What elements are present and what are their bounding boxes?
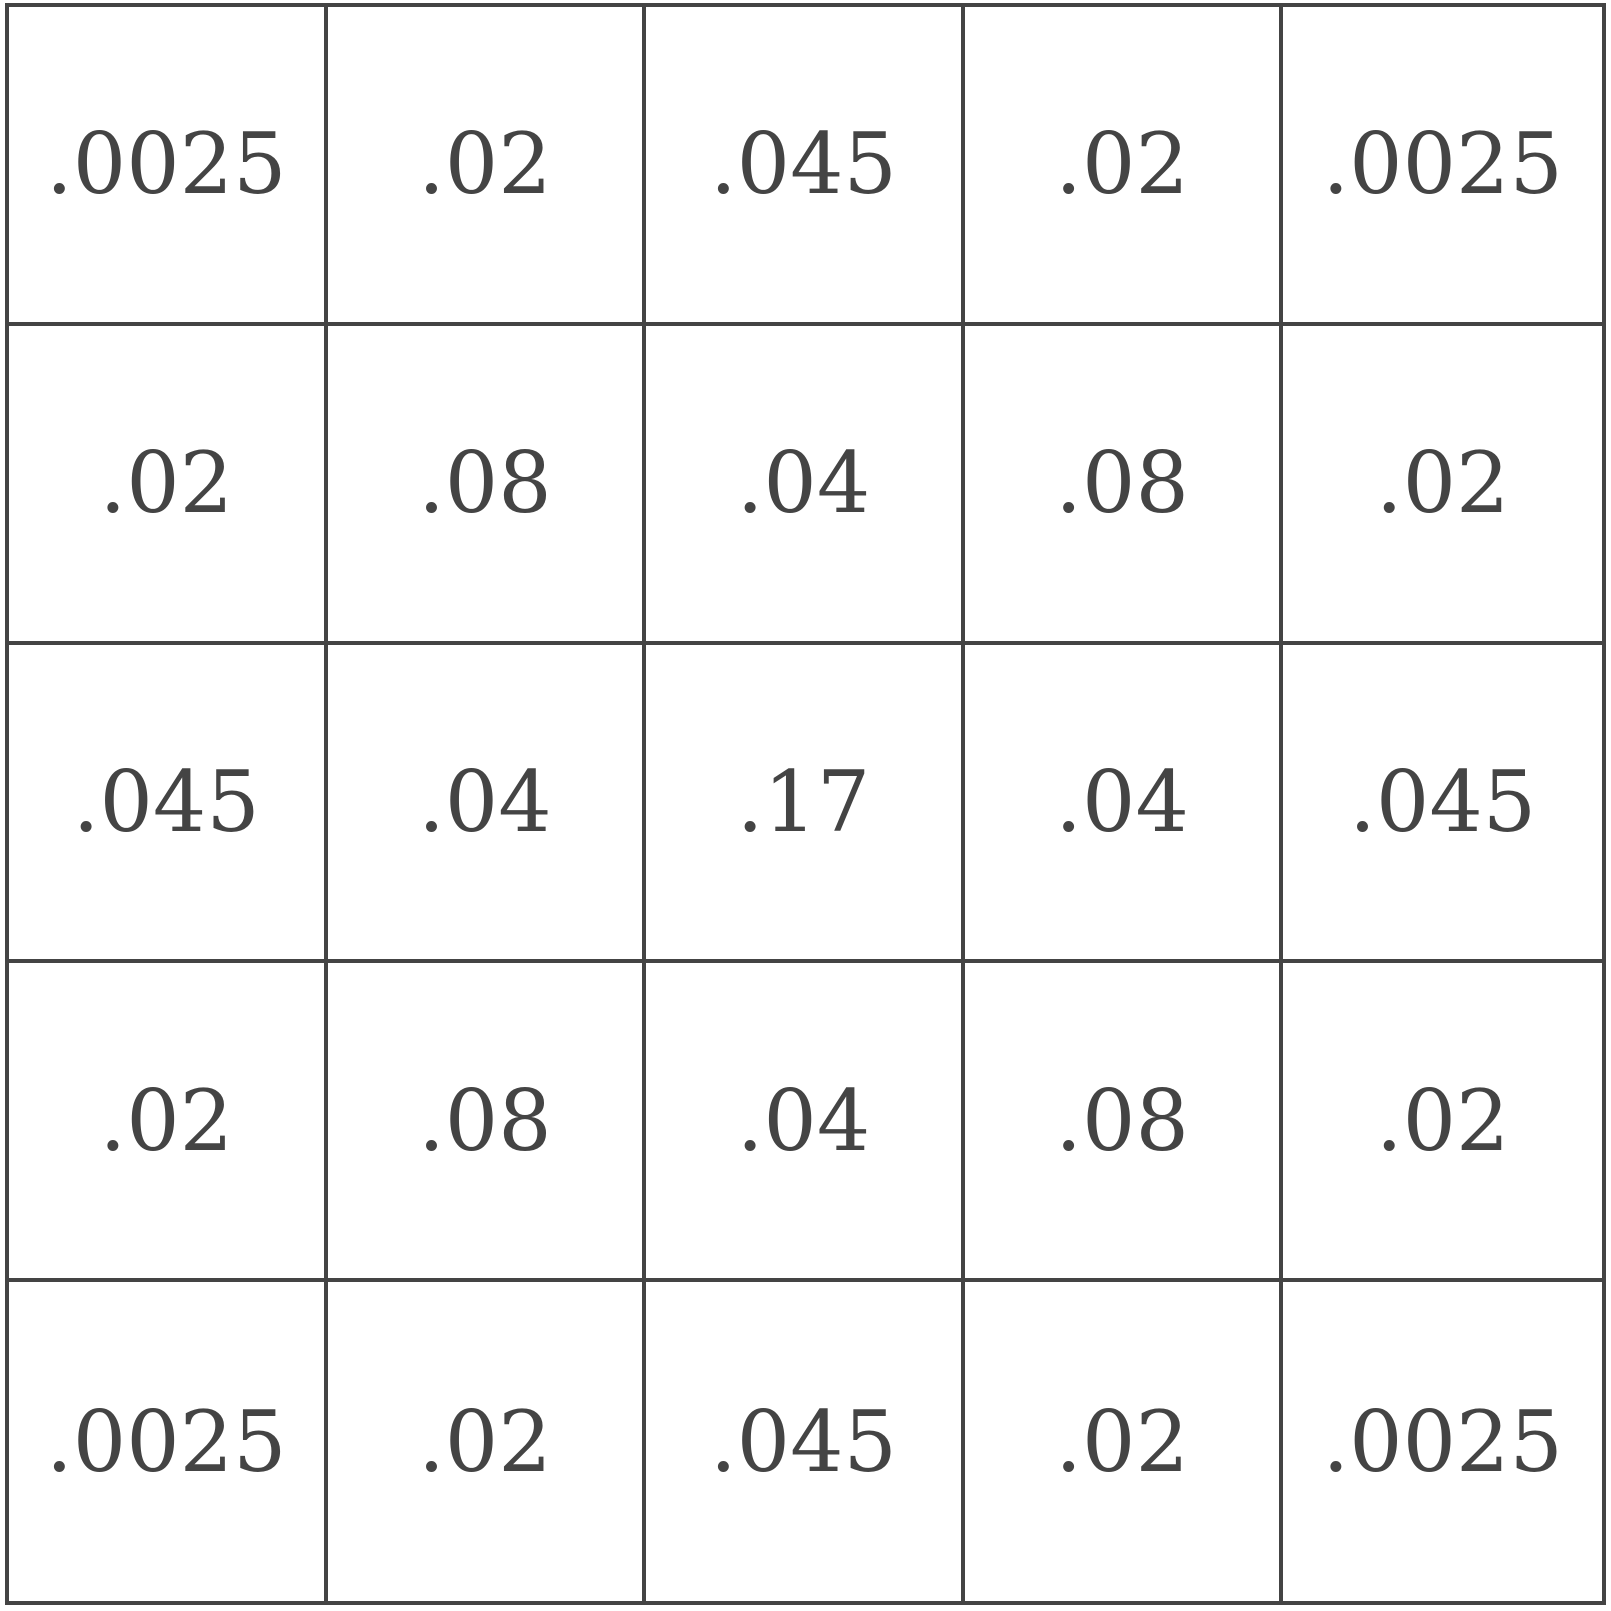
kernel-cell-r3-c5: .045 xyxy=(1283,645,1602,964)
kernel-cell-r1-c3: .045 xyxy=(646,7,965,326)
kernel-cell-r5-c4: .02 xyxy=(965,1282,1284,1601)
kernel-cell-r3-c3: .17 xyxy=(646,645,965,964)
kernel-cell-r2-c4: .08 xyxy=(965,326,1284,645)
kernel-cell-r4-c3: .04 xyxy=(646,963,965,1282)
kernel-cell-r2-c5: .02 xyxy=(1283,326,1602,645)
kernel-cell-r4-c5: .02 xyxy=(1283,963,1602,1282)
kernel-cell-r5-c3: .045 xyxy=(646,1282,965,1601)
kernel-cell-r3-c1: .045 xyxy=(9,645,328,964)
kernel-cell-r4-c1: .02 xyxy=(9,963,328,1282)
kernel-cell-r1-c1: .0025 xyxy=(9,7,328,326)
kernel-cell-r2-c3: .04 xyxy=(646,326,965,645)
kernel-cell-r1-c4: .02 xyxy=(965,7,1284,326)
kernel-cell-r5-c5: .0025 xyxy=(1322,1392,1563,1491)
kernel-cell-r4-c4: .08 xyxy=(965,963,1284,1282)
kernel-cell-r4-c2: .08 xyxy=(328,963,647,1282)
kernel-cell-r1-c2: .02 xyxy=(328,7,647,326)
kernel-cell-r1-c5: .0025 xyxy=(1283,7,1602,326)
kernel-cell-r3-c2: .04 xyxy=(328,645,647,964)
kernel-grid xyxy=(5,3,1606,1605)
kernel-cell-r2-c2: .08 xyxy=(328,326,647,645)
kernel-cell-r3-c4: .04 xyxy=(965,645,1284,964)
kernel-cell-r2-c1: .02 xyxy=(9,326,328,645)
kernel-cell-r5-c1: .0025 xyxy=(9,1282,328,1601)
kernel-cell-r5-c2: .02 xyxy=(328,1282,647,1601)
